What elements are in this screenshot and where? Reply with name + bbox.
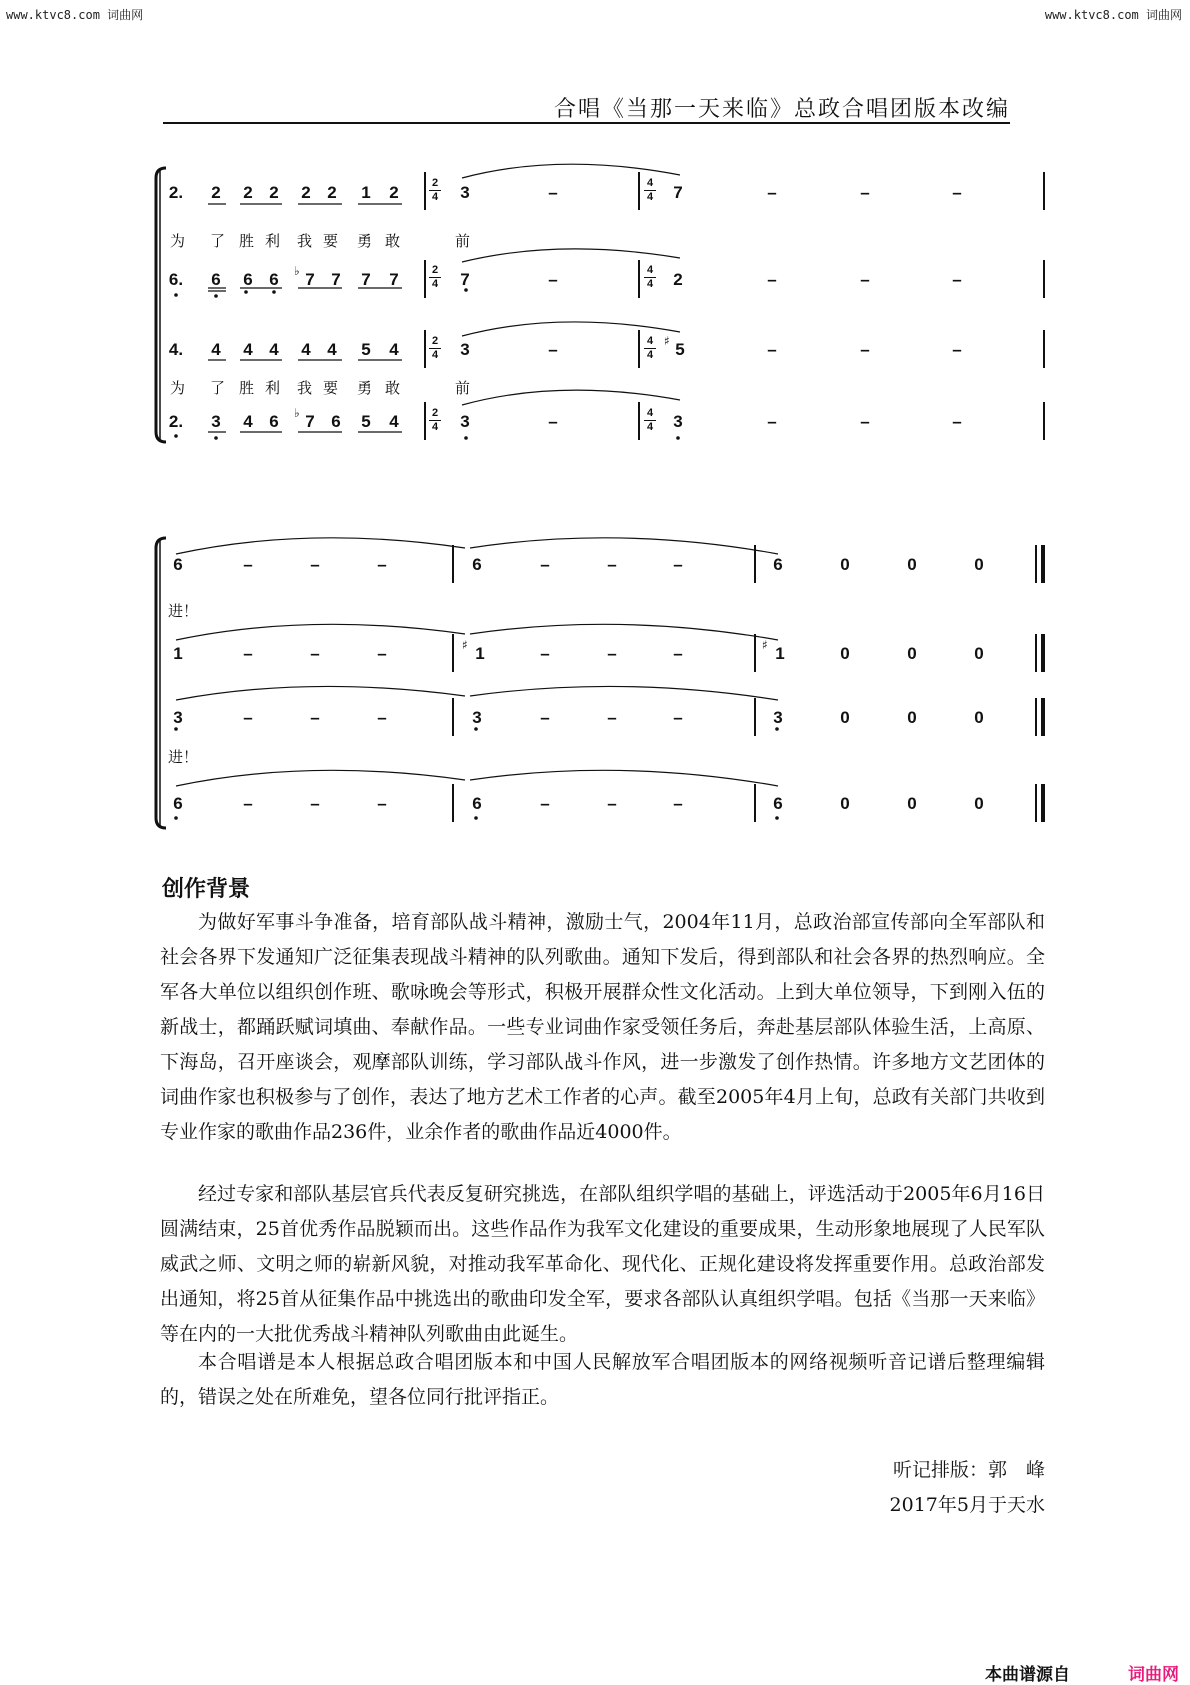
- note: 5: [675, 340, 685, 359]
- note: 6: [211, 270, 221, 289]
- note: 6: [269, 412, 279, 431]
- dash: –: [607, 708, 617, 727]
- dash: –: [860, 340, 870, 359]
- dash: –: [767, 412, 777, 431]
- lyric: 为: [170, 379, 186, 397]
- lyric: 要: [323, 232, 339, 250]
- note: 6: [472, 794, 482, 813]
- dash: –: [377, 794, 387, 813]
- dash: –: [377, 708, 387, 727]
- dash: –: [673, 644, 683, 663]
- rest: 0: [840, 555, 850, 574]
- sharp-sign: ♯: [762, 638, 768, 652]
- barline: [754, 784, 756, 822]
- note: 7: [331, 270, 341, 289]
- note: 7: [389, 270, 399, 289]
- flat-sign: ♭: [294, 406, 300, 420]
- time-signature: 4 4: [644, 408, 656, 433]
- dash: –: [952, 340, 962, 359]
- final-barline: [1035, 698, 1037, 736]
- lyric: 敢: [385, 232, 401, 250]
- rest: 0: [974, 794, 984, 813]
- rest: 0: [840, 708, 850, 727]
- final-barline-thick: [1041, 545, 1045, 583]
- dash: –: [243, 794, 253, 813]
- section-title: 创作背景: [162, 876, 251, 901]
- lyric: 利: [265, 232, 281, 250]
- time-signature: 2 4: [429, 178, 441, 203]
- dash: –: [377, 644, 387, 663]
- note: 5: [361, 412, 371, 431]
- note: 4: [301, 340, 311, 359]
- paragraph: 为做好军事斗争准备，培育部队战斗精神，激励士气，2004年11月，总政治部宣传部向全军部队和社会各界下发通知广泛征集表现战斗精神的队列歌曲。通知下发后，得到部队和社会各界的热烈响应。全军各大单位以组织创作班、歌咏晚会等形式，积极开展群众性文化活动。上到大单位领导，下到刚入伍的新战士，都踊跃赋词填曲、奉献作品。一些专业词曲作家受领任务后，奔赴基层部队体验生活，上高原、下海岛，召开座谈会，观摩部队训练，学习部队战斗作风，进一步激发了创作热情。许多地方文艺团体的词曲作家也积极参与了创作，表达了地方艺术工作者的心声。截至2005年4月上旬，总政有关部门共收到专业作家的歌曲作品236件，业余作者的歌曲作品近4000件。: [160, 911, 1045, 1143]
- dash: –: [243, 644, 253, 663]
- note: 3: [460, 340, 470, 359]
- dash: –: [310, 644, 320, 663]
- note: 1: [475, 644, 485, 663]
- note: 4: [389, 412, 399, 431]
- dash: –: [673, 708, 683, 727]
- dash: –: [860, 183, 870, 202]
- note: 2.: [168, 183, 184, 202]
- paragraph: 本合唱谱是本人根据总政合唱团版本和中国人民解放军合唱团版本的网络视频听音记谱后整理编辑的，错误之处在所难免，望各位同行批评指正。: [160, 1351, 1045, 1408]
- rest: 0: [974, 708, 984, 727]
- note: 7: [460, 270, 470, 289]
- dash: –: [548, 340, 558, 359]
- note: 6: [472, 555, 482, 574]
- dash: –: [243, 708, 253, 727]
- note: 2: [243, 183, 253, 202]
- lyric: 进！: [168, 602, 199, 620]
- note: 1: [361, 183, 371, 202]
- lyric: 了: [210, 379, 226, 397]
- lyric: 敢: [385, 379, 401, 397]
- dash: –: [548, 412, 558, 431]
- watermark-left: www.ktvc8.com 词曲网: [6, 8, 144, 22]
- dash: –: [310, 794, 320, 813]
- barline: [754, 545, 756, 583]
- note: 6: [269, 270, 279, 289]
- dash: –: [952, 412, 962, 431]
- note: 2: [211, 183, 221, 202]
- note: 6: [173, 794, 183, 813]
- dash: –: [607, 644, 617, 663]
- note: 2: [673, 270, 683, 289]
- footer-source-label: 本曲谱源自: [985, 1665, 1070, 1684]
- time-signature: 2 4: [429, 408, 441, 433]
- dash: –: [952, 183, 962, 202]
- dash: –: [673, 555, 683, 574]
- rest: 0: [840, 794, 850, 813]
- time-signature: 4 4: [644, 265, 656, 290]
- sharp-sign: ♯: [462, 638, 468, 652]
- note: 4: [269, 340, 279, 359]
- lyric: 利: [265, 379, 281, 397]
- final-barline-thick: [1041, 784, 1045, 822]
- time-signature: 4 4: [644, 336, 656, 361]
- time-signature: 2 4: [429, 336, 441, 361]
- dash: –: [607, 555, 617, 574]
- note: 4: [389, 340, 399, 359]
- lyric: 勇: [357, 379, 373, 397]
- dash: –: [310, 555, 320, 574]
- lyric: 了: [210, 232, 226, 250]
- rest: 0: [907, 555, 917, 574]
- rest: 0: [907, 794, 917, 813]
- note: 3: [460, 412, 470, 431]
- note: 3: [472, 708, 482, 727]
- dash: –: [860, 270, 870, 289]
- final-barline: [1035, 784, 1037, 822]
- note: 2: [389, 183, 399, 202]
- time-signature: 2 4: [429, 265, 441, 290]
- dash: –: [377, 555, 387, 574]
- dash: –: [767, 270, 777, 289]
- note: 7: [305, 412, 315, 431]
- transcriber-credit: 听记排版：郭 峰: [892, 1459, 1045, 1481]
- flat-sign: ♭: [294, 264, 300, 278]
- dash: –: [952, 270, 962, 289]
- note: 1: [775, 644, 785, 663]
- watermark-right: www.ktvc8.com 词曲网: [1044, 8, 1182, 22]
- note: 4: [243, 340, 253, 359]
- final-barline-thick: [1041, 634, 1045, 672]
- lyric: 前: [455, 232, 471, 250]
- dash: –: [540, 794, 550, 813]
- page-title: 合唱《当那一天来临》总政合唱团版本改编: [553, 97, 1010, 122]
- note: 7: [673, 183, 683, 202]
- dash: –: [540, 644, 550, 663]
- lyric: 前: [455, 379, 471, 397]
- note: 6: [243, 270, 253, 289]
- dash: –: [243, 555, 253, 574]
- note: 7: [305, 270, 315, 289]
- rest: 0: [974, 644, 984, 663]
- barline: [452, 634, 454, 672]
- rest: 0: [974, 555, 984, 574]
- note: 7: [361, 270, 371, 289]
- note: 6: [173, 555, 183, 574]
- note: 3: [460, 183, 470, 202]
- note: 4: [243, 412, 253, 431]
- dash: –: [767, 340, 777, 359]
- note: 3: [173, 708, 183, 727]
- note: 6: [773, 555, 783, 574]
- dash: –: [767, 183, 777, 202]
- note: 3: [773, 708, 783, 727]
- sharp-sign: ♯: [664, 334, 670, 348]
- footer-site-link[interactable]: 词曲网: [1128, 1665, 1179, 1684]
- dash: –: [607, 794, 617, 813]
- dash: –: [860, 412, 870, 431]
- note: 6: [773, 794, 783, 813]
- time-signature: 4 4: [644, 178, 656, 203]
- note: 3: [211, 412, 221, 431]
- note: 2: [269, 183, 279, 202]
- lyric: 要: [323, 379, 339, 397]
- note: 5: [361, 340, 371, 359]
- final-barline: [1035, 545, 1037, 583]
- rest: 0: [840, 644, 850, 663]
- barline: [754, 634, 756, 672]
- lyric: 进！: [168, 748, 199, 766]
- barline: [452, 784, 454, 822]
- rest: 0: [907, 644, 917, 663]
- note: 3: [673, 412, 683, 431]
- note: 1: [173, 644, 183, 663]
- note: 2: [327, 183, 337, 202]
- lyric: 勇: [357, 232, 373, 250]
- barline: [452, 545, 454, 583]
- note: 2.: [168, 412, 184, 431]
- dash: –: [540, 708, 550, 727]
- rest: 0: [907, 708, 917, 727]
- date-place: 2017年5月于天水: [889, 1494, 1045, 1516]
- lyric: 我: [297, 232, 313, 250]
- lyric: 为: [170, 232, 186, 250]
- note: 2: [301, 183, 311, 202]
- note: 6: [331, 412, 341, 431]
- final-barline: [1035, 634, 1037, 672]
- note: 4: [211, 340, 221, 359]
- dash: –: [548, 270, 558, 289]
- final-barline-thick: [1041, 698, 1045, 736]
- dash: –: [540, 555, 550, 574]
- lyric: 胜: [239, 232, 255, 250]
- barline: [754, 698, 756, 736]
- lyric: 我: [297, 379, 313, 397]
- dash: –: [548, 183, 558, 202]
- lyric: 胜: [239, 379, 255, 397]
- note: 4: [327, 340, 337, 359]
- dash: –: [673, 794, 683, 813]
- dash: –: [310, 708, 320, 727]
- barline: [452, 698, 454, 736]
- note: 4.: [168, 340, 184, 359]
- note: 6.: [168, 270, 184, 289]
- paragraph: 经过专家和部队基层官兵代表反复研究挑选，在部队组织学唱的基础上，评选活动于2005年6月16日圆满结束，25首优秀作品脱颖而出。这些作品作为我军文化建设的重要成果，生动形象地展现了人民军队威武之师、文明之师的崭新风貌，对推动我军革命化、现代化、正规化建设将发挥重要作用。总政治部发出通知，将25首从征集作品中挑选出的歌曲印发全军，要求各部队认真组织学唱。包括《当那一天来临》等在内的一大批优秀战斗精神队列歌曲由此诞生。: [160, 1183, 1045, 1345]
